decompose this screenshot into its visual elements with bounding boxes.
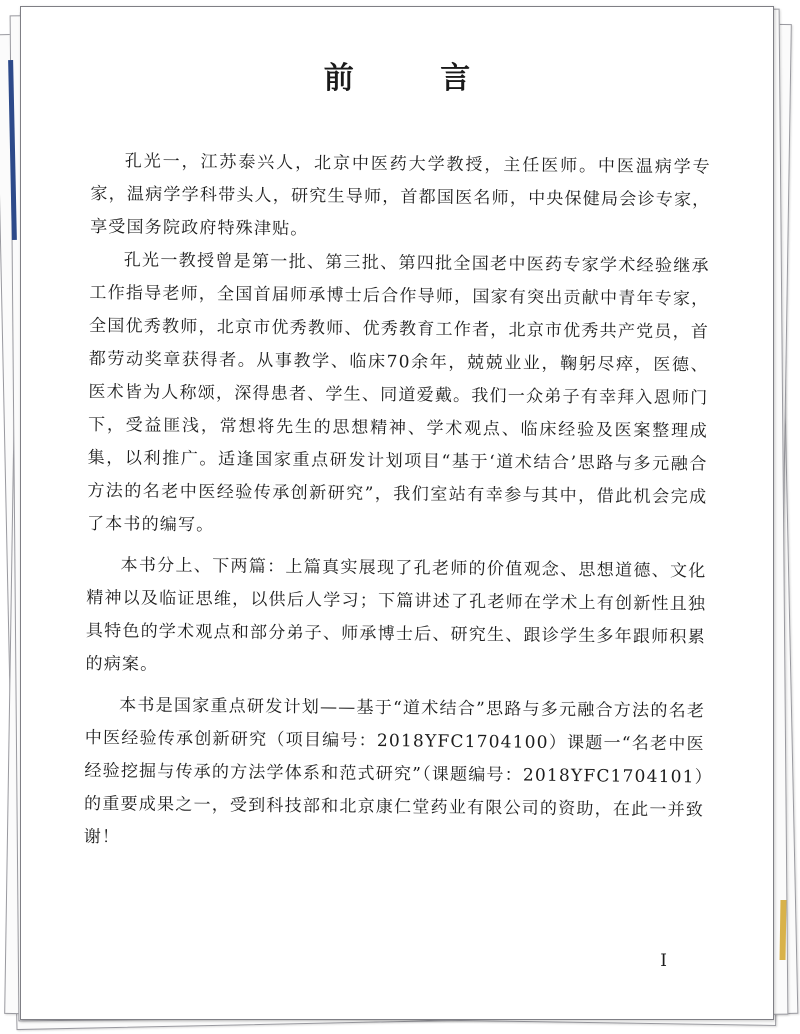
page-number: I	[660, 951, 667, 971]
preface-body	[84, 145, 711, 860]
paragraph-structure: 本书分上、下两篇：上篇真实展现了孔老师的价值观念、思想道德、文化精神以及临证思维，以供后人学习；下篇讲述了孔老师在学术上有创新性且独具特色的学术观点和部分弟子、师承博士后、研究生、跟诊学生多年跟师积累的病案。	[85, 555, 707, 675]
page-title: 前 言	[323, 61, 509, 96]
cover-edge-decoration	[780, 900, 787, 960]
preface-page	[20, 6, 774, 1020]
paragraph-acknowledgement: 本书是国家重点研发计划——基于“道术结合”思路与多元融合方法的名老中医经验传承创新研究（项目编号：2018YFC1704100）课题一“名老中医经验挖掘与传承的方法学体系和范式研究”（课题编号：2018YFC1704101）的重要成果之一，受到科技部和北京康仁堂药业有限公司的资助，在此一并致谢！	[83, 695, 706, 848]
paragraph-author-intro: 孔光一，江苏泰兴人，北京中医药大学教授，主任医师。中医温病学专家，温病学学科带头人，研究生导师，首都国医名师，中央保健局会诊专家，享受国务院政府特殊津贴。	[90, 151, 711, 240]
paragraph-honors: 孔光一教授曾是第一批、第三批、第四批全国老中医药专家学术经验继承工作指导老师，全国首届师承博士后合作导师，国家有突出贡献中青年专家，全国优秀教师，北京市优秀教师、优秀教育工作者，北京市优秀共产党员，首都劳动奖章获得者。从事教学、临床70余年，兢兢业业，鞠躬尽瘁，医德、医术皆为人称颂，深得患者、学生、同道爱戴。我们一众弟子有幸拜入恩师门下，受益匪浅，常想将先生的思想精神、学术观点、临床经验及医案整理成集，以利推广。适逢国家重点研发计划项目“基于‘道术结合’思路与多元融合方法的名老中医经验传承创新研究”，我们室站有幸参与其中，借此机会完成了本书的编写。	[86, 250, 710, 536]
